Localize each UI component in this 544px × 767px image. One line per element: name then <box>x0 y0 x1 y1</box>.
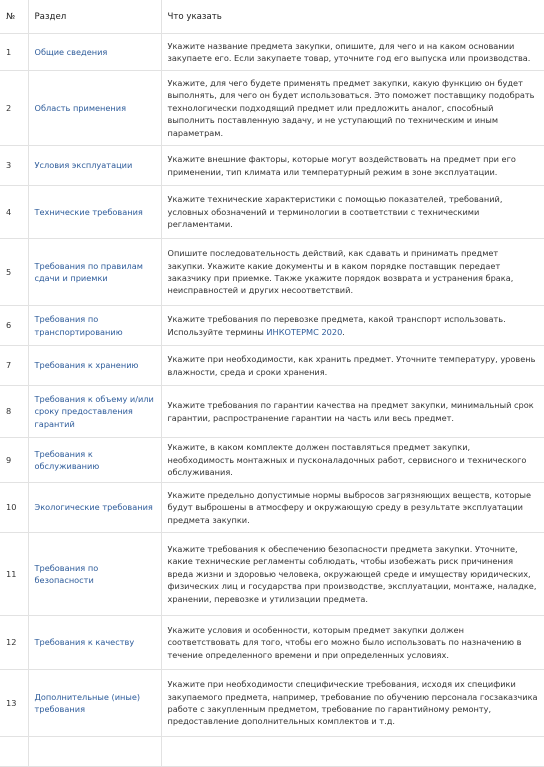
empty-cell <box>161 737 544 767</box>
section-link[interactable]: Требования по транспортированию <box>28 306 161 346</box>
row-number: 5 <box>0 239 28 306</box>
table-row <box>0 71 544 146</box>
row-description: Укажите при необходимости, как хранить предмет. Уточните температуру, уровень влажности, среда и сроки хранения. <box>161 346 544 386</box>
header-section: Раздел <box>28 0 161 34</box>
row-description: Укажите, для чего будете применять предмет закупки, какую функцию он будет выполнять, для чего он будет использоваться. Это поможет поставщику подобрать технологически подходящий предмет или предложить аналог, способный выполнить поставленную задачу, и не уступающий по техническим и иным параметрам. <box>161 71 544 146</box>
header-num: № <box>0 0 28 34</box>
table-row-empty <box>0 737 544 767</box>
row-number: 12 <box>0 616 28 670</box>
description-end: . <box>342 326 345 337</box>
section-link[interactable]: Технические требования <box>28 186 161 239</box>
table-row <box>0 146 544 186</box>
row-description: Укажите требования к обеспечению безопасности предмета закупки. Уточните, какие технические регламенты соблюдать, чтобы изобежать риск причинения вреда жизни и здоровью человека, окружающей среде и имуществу юридических, физических лиц и государства при производстве, эксплуатации, монтаже, наладке, хранении, перевозке и утилизации предмета. <box>161 533 544 616</box>
table-row <box>0 346 544 386</box>
table-row <box>0 186 544 239</box>
header-specify: Что указать <box>161 0 544 34</box>
empty-cell <box>28 737 161 767</box>
row-description: Опишите последовательность действий, как сдавать и принимать предмет закупки. Укажите какие документы и в каком порядке поставщик передает заказчику при приемке. Также укажите порядок возврата и устранения брака, неисправностей и других несоответствий. <box>161 239 544 306</box>
section-link[interactable]: Требования к объему и/или сроку предоставления гарантий <box>28 386 161 438</box>
table-row <box>0 438 544 483</box>
section-link[interactable]: Требования по правилам сдачи и приемки <box>28 239 161 306</box>
section-link[interactable]: Экологические требования <box>28 483 161 533</box>
table-row <box>0 483 544 533</box>
row-number: 6 <box>0 306 28 346</box>
row-description: Укажите название предмета закупки, опишите, для чего и на каком основании закупаете его. Если закупаете товар, уточните год его выпуска или производства. <box>161 34 544 71</box>
table-row <box>0 386 544 438</box>
row-number: 4 <box>0 186 28 239</box>
row-description <box>161 306 544 346</box>
table-row <box>0 533 544 616</box>
row-description: Укажите условия и особенности, которым предмет закупки должен соответствовать для того, чтобы его можно было использовать по назначению в течение определенного времени и при определенных условиях. <box>161 616 544 670</box>
section-link[interactable]: Общие сведения <box>28 34 161 71</box>
table-row <box>0 616 544 670</box>
row-number: 2 <box>0 71 28 146</box>
section-link[interactable]: Требования по безопасности <box>28 533 161 616</box>
row-number: 1 <box>0 34 28 71</box>
table-header-row <box>0 0 544 34</box>
table-row <box>0 670 544 737</box>
section-link[interactable]: Условия эксплуатации <box>28 146 161 186</box>
section-link[interactable]: Требования к хранению <box>28 346 161 386</box>
section-link[interactable]: Требования к обслуживанию <box>28 438 161 483</box>
section-link[interactable]: Область применения <box>28 71 161 146</box>
row-number: 13 <box>0 670 28 737</box>
row-number: 3 <box>0 146 28 186</box>
section-link[interactable]: Требования к качеству <box>28 616 161 670</box>
description-text: Укажите требования по перевозке предмета, какой транспорт использовать. Используйте термины <box>167 314 506 337</box>
row-number: 9 <box>0 438 28 483</box>
row-description: Укажите при необходимости специфические требования, исходя их специфики закупаемого предмета, например, требование по обучению персонала госзаказчика работе с закупленным предметом, требование по гарантийному ремонту, предоставление дополнительных комплектов и т.д. <box>161 670 544 737</box>
row-description: Укажите внешние факторы, которые могут воздействовать на предмет при его применении, тип климата или температурный режим в зоне эксплуатации. <box>161 146 544 186</box>
table-row <box>0 239 544 306</box>
row-number: 10 <box>0 483 28 533</box>
table-row <box>0 34 544 71</box>
row-description: Укажите требования по гарантии качества на предмет закупки, минимальный срок гарантии, распространение гарантии на часть или весь предмет. <box>161 386 544 438</box>
row-description: Укажите, в каком комплекте должен поставляться предмет закупки, необходимость монтажных и пусконаладочных работ, сервисного и технического обслуживания. <box>161 438 544 483</box>
row-number: 7 <box>0 346 28 386</box>
incoterms-link[interactable]: ИНКОТЕРМС 2020 <box>266 326 343 337</box>
row-number: 8 <box>0 386 28 438</box>
row-description: Укажите технические характеристики с помощью показателей, требований, условных обозначений и терминологии в соответствии с техническими регламентами. <box>161 186 544 239</box>
row-number: 11 <box>0 533 28 616</box>
section-link[interactable]: Дополнительные (иные) требования <box>28 670 161 737</box>
table-row <box>0 306 544 346</box>
empty-cell <box>0 737 28 767</box>
row-description: Укажите предельно допустимые нормы выбросов загрязняющих веществ, которые будут выброшены в атмосферу и окружающую среду в результате эксплуатации предмета закупки. <box>161 483 544 533</box>
